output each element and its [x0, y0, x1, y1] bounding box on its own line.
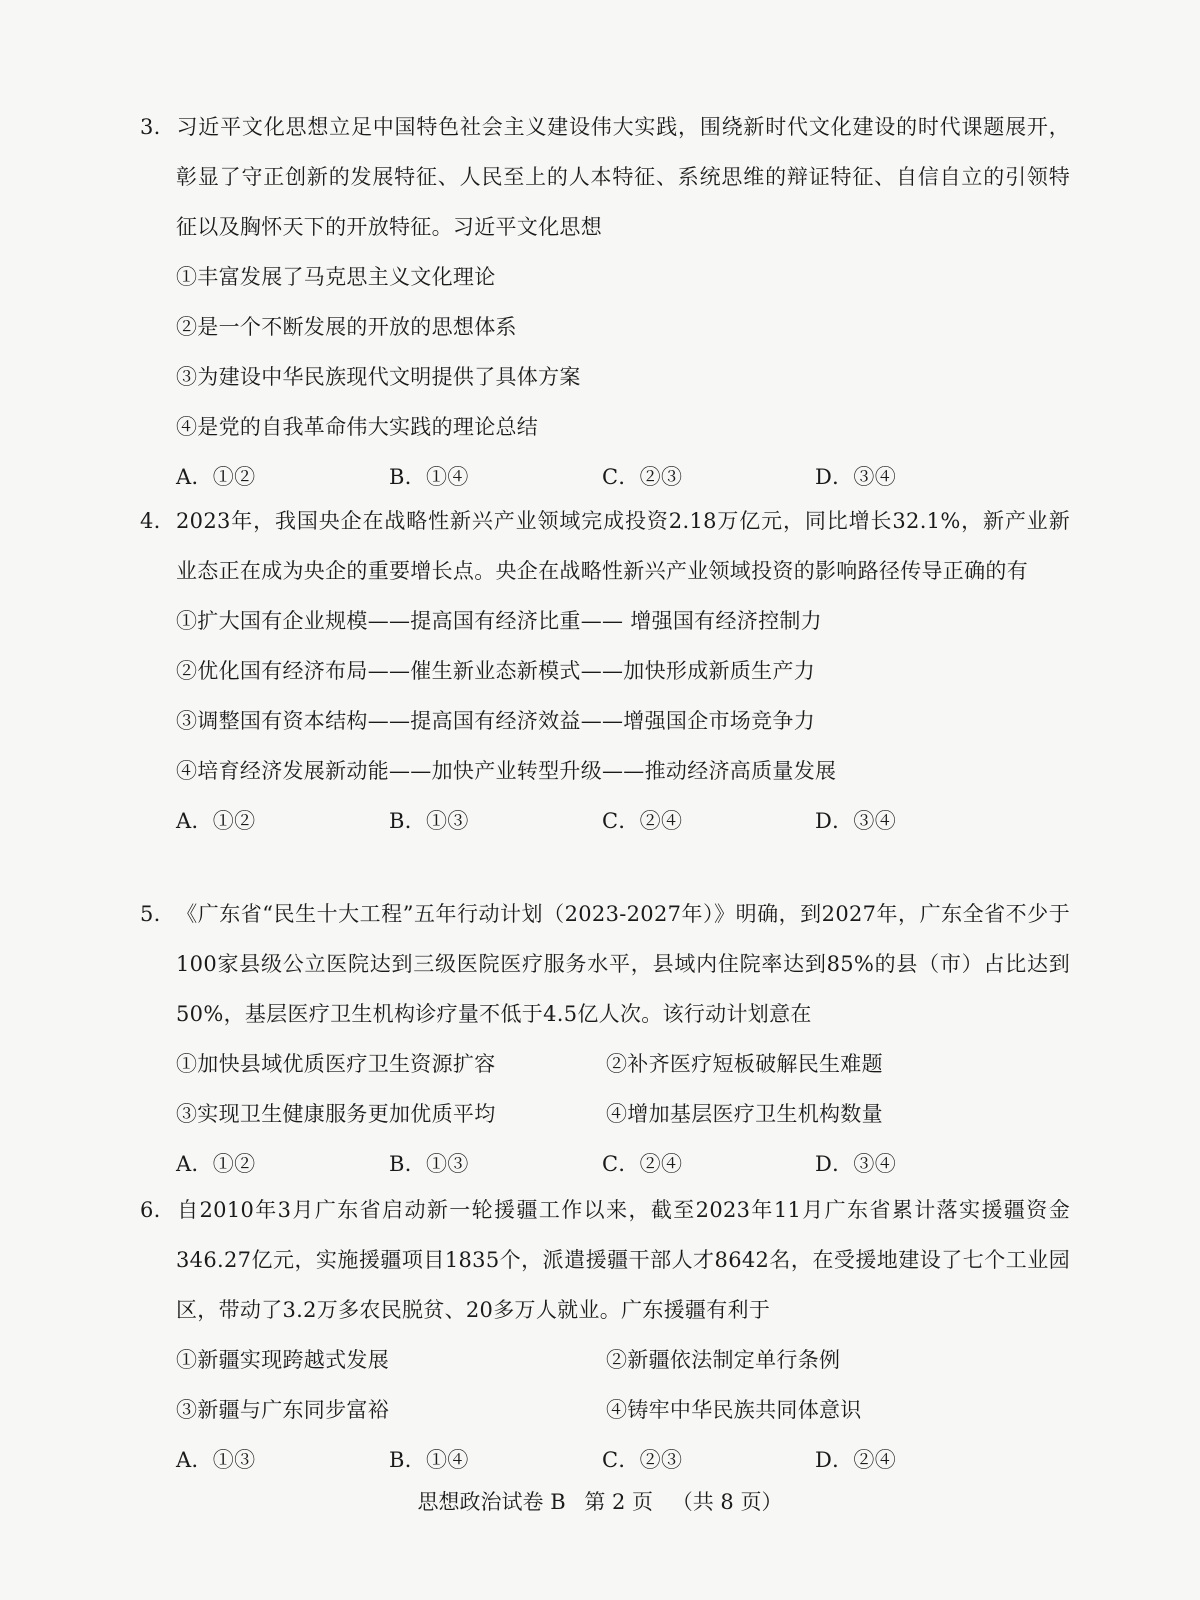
- answer-b: B．①④: [389, 1448, 469, 1472]
- question-stem: 习近平文化思想立足中国特色社会主义建设伟大实践，围绕新时代文化建设的时代课题展开，彰显了守正创新的发展特征、人民至上的人本特征、系统思维的辩证特征、自信自立的引领特征以及胸怀天下的开放特征。习近平文化思想: [176, 115, 1070, 239]
- answer-d: D．③④: [815, 809, 897, 833]
- question-number: 3.: [140, 115, 161, 139]
- option-3: ③为建设中华民族现代文明提供了具体方案: [176, 365, 581, 389]
- option-1: ①扩大国有企业规模——提高国有经济比重—— 增强国有经济控制力: [176, 609, 822, 633]
- option-3: ③新疆与广东同步富裕: [176, 1398, 389, 1422]
- question-stem: 《广东省“民生十大工程”五年行动计划（2023-2027年）》明确，到2027年，广东全省不少于100家县级公立医院达到三级医院医疗服务水平，县域内住院率达到85%的县（市）占比达到50%，基层医疗卫生机构诊疗量不低于4.5亿人次。该行动计划意在: [176, 902, 1070, 1026]
- answer-d: D．③④: [815, 465, 897, 489]
- option-2: ②补齐医疗短板破解民生难题: [606, 1052, 883, 1076]
- answer-c: C．②④: [602, 1152, 683, 1176]
- option-2: ②新疆依法制定单行条例: [606, 1348, 841, 1372]
- answer-choices: [140, 1139, 1070, 1189]
- page-footer: [0, 1484, 1200, 1520]
- answer-choices: [140, 452, 1070, 502]
- question-number: 5.: [140, 902, 161, 926]
- answer-d: D．②④: [815, 1448, 897, 1472]
- option-1: ①丰富发展了马克思主义文化理论: [176, 265, 496, 289]
- answer-c: C．②③: [602, 1448, 683, 1472]
- answer-b: B．①③: [389, 1152, 469, 1176]
- answer-a: A．①②: [176, 1152, 256, 1176]
- option-3: ③调整国有资本结构——提高国有经济效益——增强国企市场竞争力: [176, 709, 815, 733]
- option-3: ③实现卫生健康服务更加优质平均: [176, 1102, 496, 1126]
- option-4: ④培育经济发展新动能——加快产业转型升级——推动经济高质量发展: [176, 759, 837, 783]
- answer-c: C．②④: [602, 809, 683, 833]
- option-1: ①新疆实现跨越式发展: [176, 1348, 389, 1372]
- answer-b: B．①③: [389, 809, 469, 833]
- answer-d: D．③④: [815, 1152, 897, 1176]
- answer-b: B．①④: [389, 465, 469, 489]
- question-4: [140, 496, 1070, 846]
- answer-a: A．①②: [176, 809, 256, 833]
- question-3: [140, 102, 1070, 502]
- total-pages: （共 8 页）: [671, 1490, 783, 1514]
- answer-a: A．①②: [176, 465, 256, 489]
- option-1: ①加快县域优质医疗卫生资源扩容: [176, 1052, 496, 1076]
- question-number: 6.: [140, 1198, 161, 1222]
- question-number: 4.: [140, 509, 161, 533]
- question-5: [140, 889, 1070, 1189]
- question-stem: 2023年，我国央企在战略性新兴产业领域完成投资2.18万亿元，同比增长32.1%，新产业新业态正在成为央企的重要增长点。央企在战略性新兴产业领域投资的影响路径传导正确的有: [176, 509, 1070, 583]
- option-2: ②是一个不断发展的开放的思想体系: [176, 315, 517, 339]
- paper-title: 思想政治试卷 B: [417, 1490, 566, 1514]
- answer-choices: [140, 796, 1070, 846]
- page-number: 第 2 页: [584, 1490, 654, 1514]
- question-6: [140, 1185, 1070, 1485]
- option-4: ④增加基层医疗卫生机构数量: [606, 1102, 883, 1126]
- answer-a: A．①③: [176, 1448, 256, 1472]
- answer-choices: [140, 1435, 1070, 1485]
- option-2: ②优化国有经济布局——催生新业态新模式——加快形成新质生产力: [176, 659, 815, 683]
- answer-c: C．②③: [602, 465, 683, 489]
- option-4: ④是党的自我革命伟大实践的理论总结: [176, 415, 539, 439]
- question-stem: 自2010年3月广东省启动新一轮援疆工作以来，截至2023年11月广东省累计落实援疆资金346.27亿元，实施援疆项目1835个，派遣援疆干部人才8642名，在受援地建设了七个工业园区，带动了3.2万多农民脱贫、20多万人就业。广东援疆有利于: [176, 1198, 1070, 1322]
- option-4: ④铸牢中华民族共同体意识: [606, 1398, 862, 1422]
